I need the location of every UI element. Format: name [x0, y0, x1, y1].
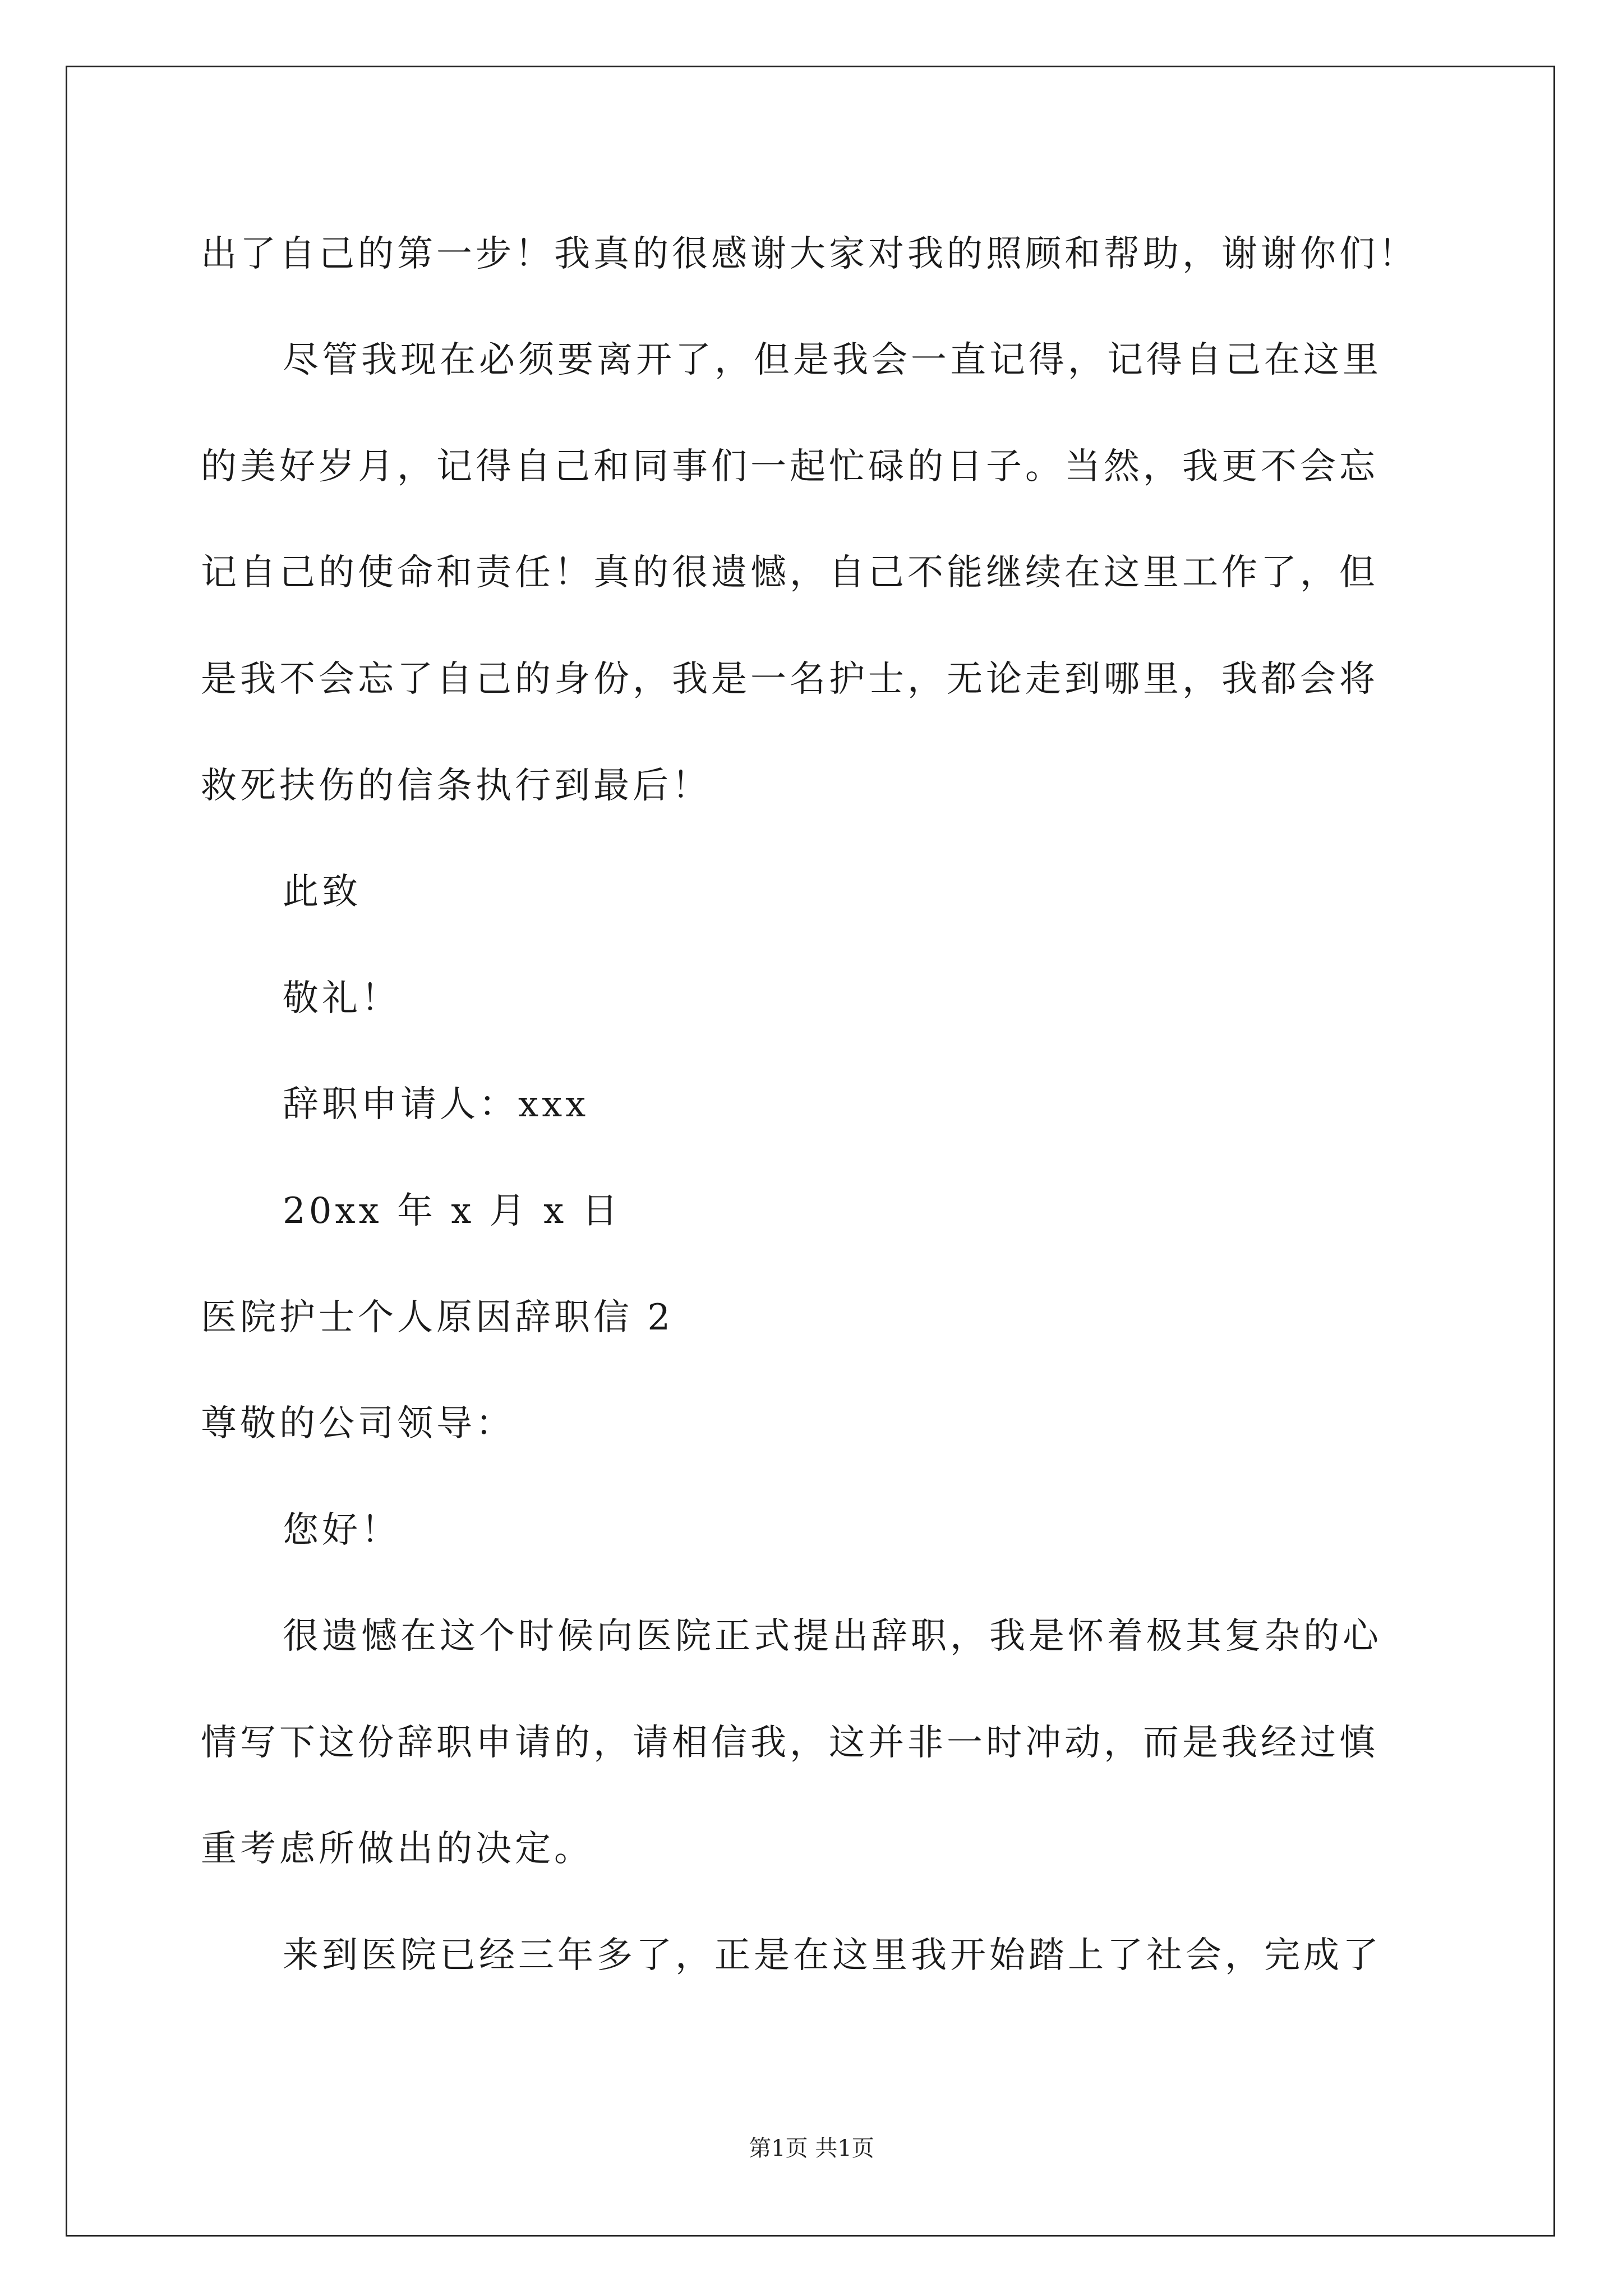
text-line-14: 很遗憾在这个时候向医院正式提出辞职，我是怀着极其复杂的心	[283, 1616, 1382, 1657]
text-line-2: 尽管我现在必须要离开了，但是我会一直记得，记得自己在这里	[283, 339, 1382, 381]
text-line-6: 救死扶伤的信条执行到最后！	[201, 765, 711, 807]
text-line-17: 来到医院已经三年多了，正是在这里我开始踏上了社会，完成了	[283, 1935, 1382, 1976]
closing-salutation: 此致	[283, 871, 361, 913]
text-line-3: 的美好岁月，记得自己和同事们一起忙碌的日子。当然，我更不会忘	[201, 446, 1378, 487]
text-line-15: 情写下这份辞职申请的，请相信我，这并非一时冲动，而是我经过慎	[201, 1722, 1378, 1764]
section-title: 医院护士个人原因辞职信 2	[201, 1297, 674, 1338]
text-line-1: 出了自己的第一步！我真的很感谢大家对我的照顾和帮助，谢谢你们！	[201, 233, 1418, 275]
letter-addressee: 尊敬的公司领导：	[201, 1403, 515, 1444]
letter-greeting: 您好！	[283, 1510, 400, 1551]
applicant-signature: 辞职申请人：xxx	[283, 1084, 589, 1125]
text-line-16: 重考虑所做出的决定。	[201, 1828, 593, 1870]
page-footer: 第1页 共1页	[749, 2136, 874, 2161]
closing-regards: 敬礼！	[283, 978, 400, 1019]
letter-date: 20xx 年 x 月 x 日	[283, 1190, 621, 1232]
text-line-4: 记自己的使命和责任！真的很遗憾，自己不能继续在这里工作了，但	[201, 552, 1378, 593]
text-line-5: 是我不会忘了自己的身份，我是一名护士，无论走到哪里，我都会将	[201, 659, 1378, 700]
page-border	[66, 66, 1555, 2237]
